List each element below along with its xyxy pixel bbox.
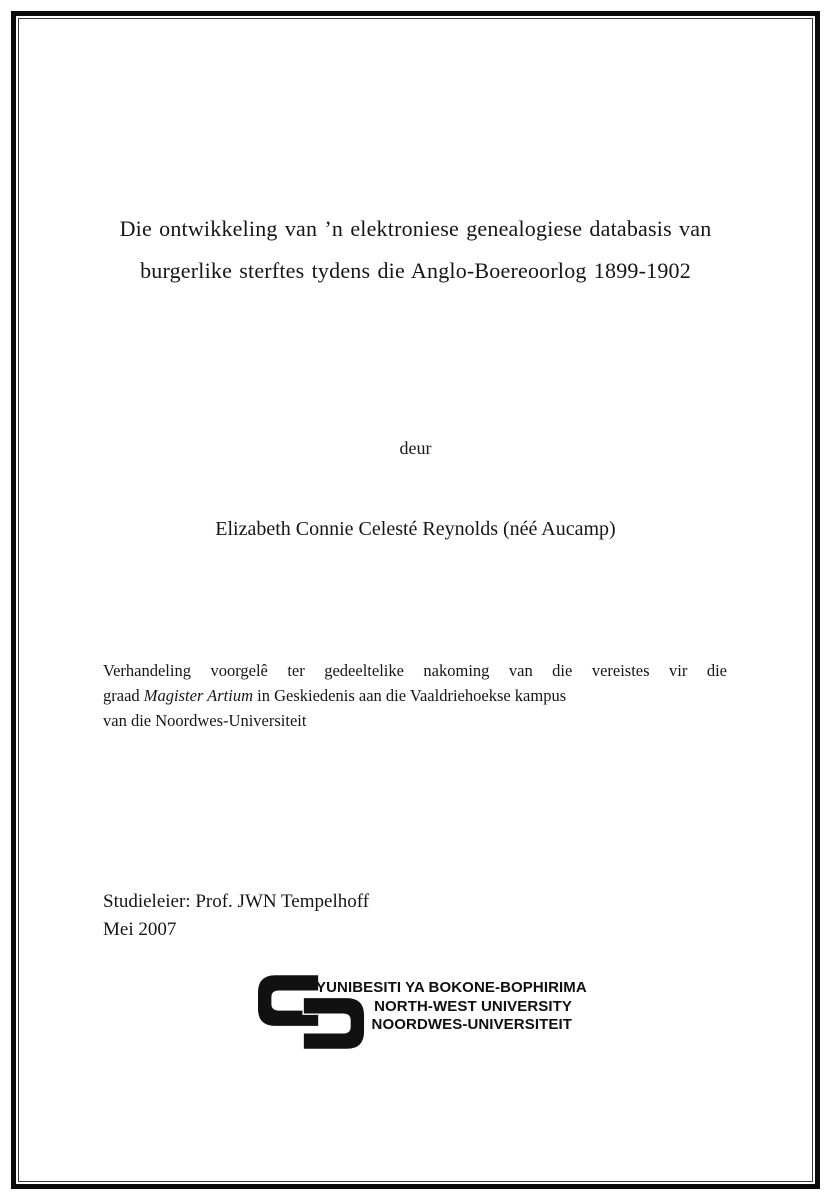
degree-statement-line2 [103, 683, 727, 708]
logo-text-english: NORTH-WEST UNIVERSITY [374, 997, 572, 1015]
thesis-title-line1: Die ontwikkeling van ’n elektroniese genealogiese databasis van [119, 216, 712, 241]
supervisor-line: Studieleier: Prof. JWN Tempelhoff [103, 891, 370, 912]
logo-text-setswana: YUNIBESITI YA BOKONE-BOPHIRIMA [316, 979, 587, 996]
supervisor-block [103, 888, 369, 944]
author-name: Elizabeth Connie Celesté Reynolds (néé Aucamp) [215, 518, 616, 540]
date-line: Mei 2007 [103, 919, 177, 940]
degree-statement-line2-suffix: in Geskiedenis aan die Vaaldriehoekse kampus [253, 686, 567, 705]
degree-statement-line1: Verhandeling voorgelê ter gedeeltelike nakoming van die vereistes vir die [103, 661, 727, 680]
degree-statement [103, 658, 727, 733]
logo-text-afrikaans: NOORDWES-UNIVERSITEIT [371, 1016, 572, 1033]
degree-statement-line2-prefix: graad [103, 686, 144, 705]
thesis-title-line2: burgerlike sterftes tydens die Anglo-Boereoorlog 1899-1902 [140, 258, 691, 283]
degree-name-italic: Magister Artium [143, 686, 254, 705]
thesis-title [0, 208, 831, 292]
degree-statement-line3: van die Noordwes-Universiteit [103, 711, 307, 730]
university-logo-text [316, 979, 587, 1035]
university-logo [258, 972, 588, 1056]
byline-deur: deur [399, 438, 432, 458]
